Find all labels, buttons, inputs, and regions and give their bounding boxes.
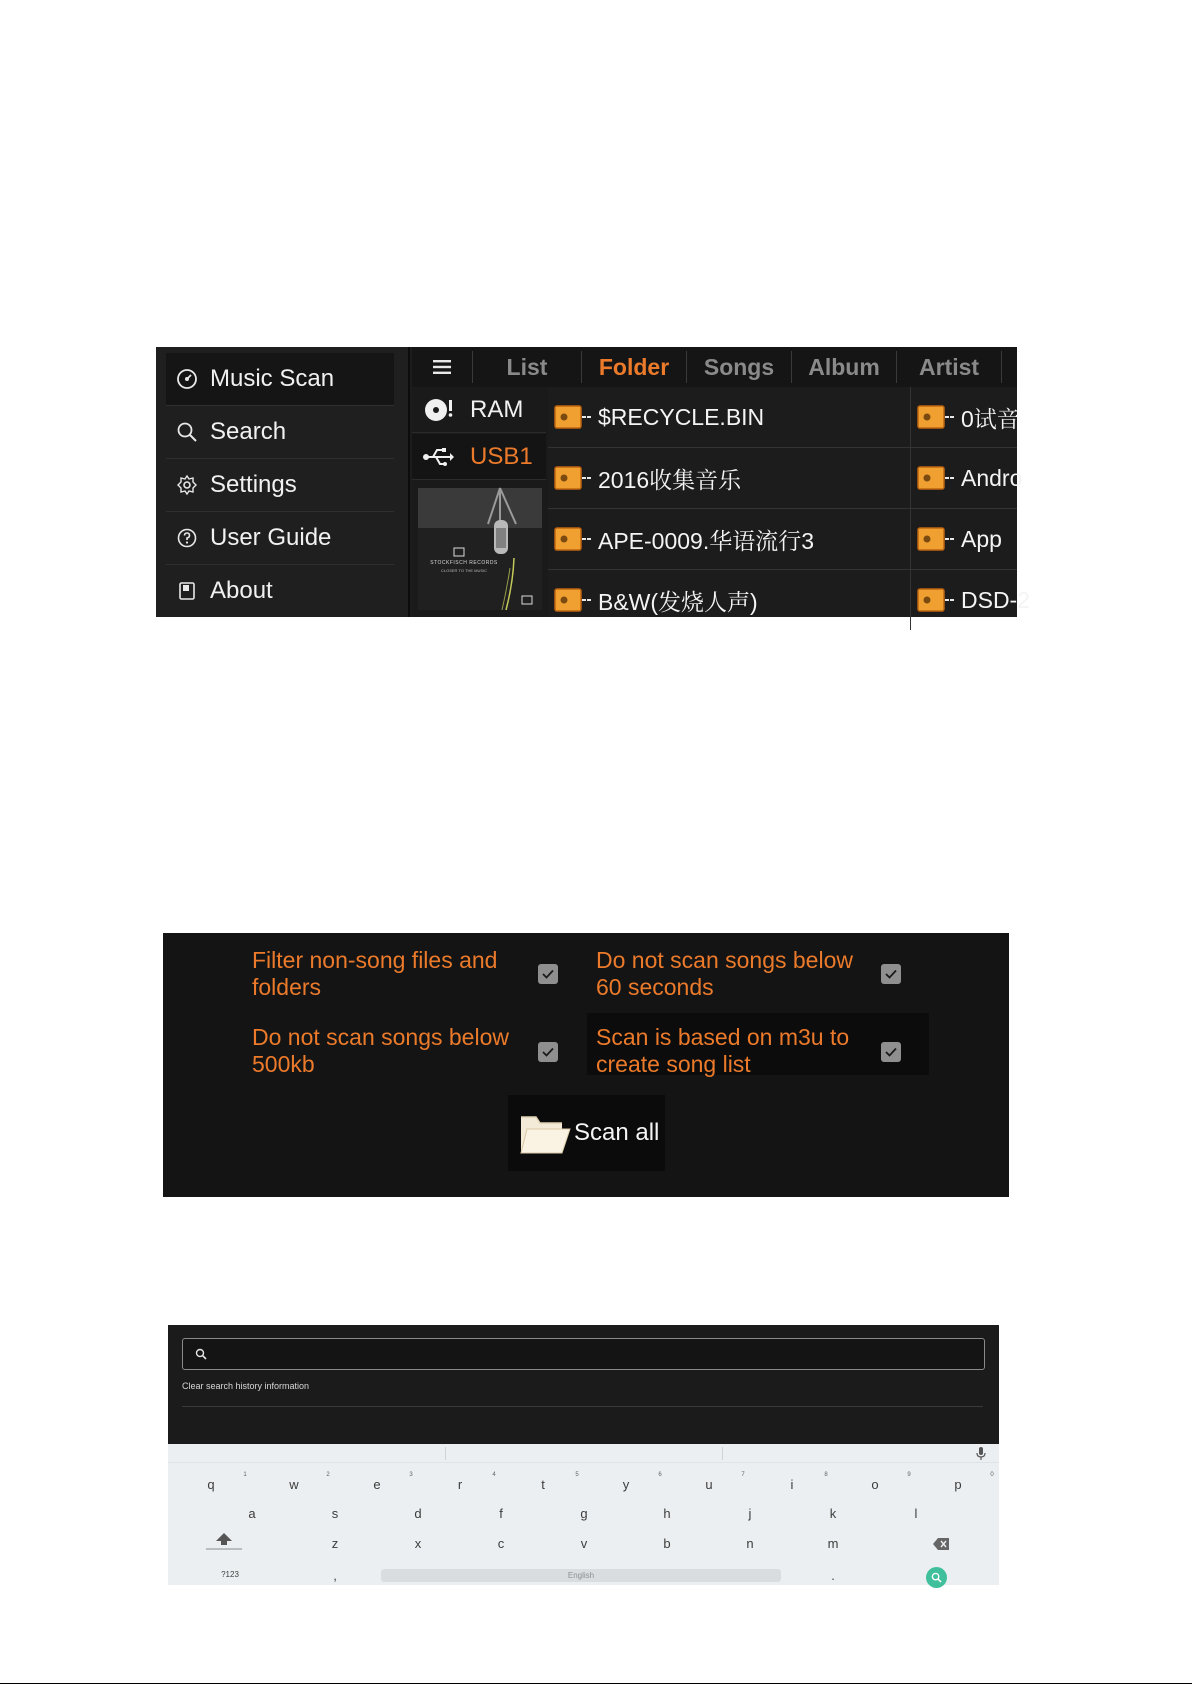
menu-item-label: Settings [210, 471, 297, 498]
check-icon [542, 1047, 554, 1057]
scan-all-button[interactable] [508, 1095, 665, 1171]
key-hint: 3 [409, 1472, 413, 1478]
disc-icon [420, 395, 456, 425]
source-usb1[interactable] [412, 434, 546, 480]
key-hint: 4 [492, 1472, 496, 1478]
source-label: USB1 [470, 442, 533, 470]
option-checkbox[interactable] [881, 1042, 901, 1062]
menu-item-label: Music Scan [210, 365, 335, 392]
tab-list[interactable]: List [472, 351, 581, 383]
info-card-icon [176, 580, 198, 602]
check-icon [542, 969, 554, 979]
key-t[interactable]: t [541, 1477, 545, 1492]
side-menu [156, 347, 410, 617]
menu-item-music-scan[interactable] [166, 353, 394, 406]
keyboard-search-button[interactable] [926, 1567, 947, 1588]
tab-artist[interactable]: Artist [896, 351, 1002, 383]
folder-item[interactable] [911, 570, 1031, 630]
suggestion-divider [445, 1447, 446, 1460]
key-hint: 0 [990, 1472, 994, 1478]
album-art-caption: STOCKFISCH RECORDS [430, 560, 498, 566]
space-bar[interactable] [381, 1569, 781, 1582]
key-m[interactable]: m [827, 1536, 839, 1551]
folder-open-icon [518, 1109, 572, 1157]
option-line: 500kb [252, 1051, 315, 1077]
folder-name: APE-0009.华语流行3 [598, 527, 815, 554]
folder-icon [917, 405, 955, 429]
help-icon [176, 527, 198, 549]
backspace-icon[interactable] [933, 1538, 949, 1550]
tab-bar [412, 347, 1017, 387]
source-label: RAM [470, 395, 524, 423]
search-icon [176, 421, 198, 443]
search-screenshot [168, 1325, 999, 1585]
key-w[interactable]: w [289, 1477, 299, 1492]
search-input[interactable] [182, 1338, 985, 1370]
key-hint: 1 [243, 1472, 247, 1478]
folder-icon [554, 405, 592, 429]
option-filter-non-song [252, 947, 497, 1001]
key-n[interactable]: n [746, 1536, 754, 1551]
key-hint: 6 [658, 1472, 662, 1478]
music-scan-icon [176, 368, 198, 390]
folder-icon [917, 527, 955, 551]
microphone-icon[interactable] [976, 1447, 986, 1460]
key-p[interactable]: p [954, 1477, 962, 1492]
source-ram[interactable] [412, 387, 546, 433]
menu-item-label: Search [210, 418, 287, 445]
key-z[interactable]: z [331, 1536, 339, 1551]
folder-name: $RECYCLE.BIN [598, 403, 765, 430]
hamburger-menu-icon[interactable] [412, 351, 472, 383]
key-x[interactable]: x [414, 1536, 422, 1551]
option-line: folders [252, 974, 322, 1000]
music-browser-screenshot [156, 347, 1031, 617]
symbols-key[interactable]: ?123 [221, 1570, 239, 1579]
folder-name: 0试音 [961, 405, 1020, 432]
album-art-subcaption: CLOSER TO THE MUSIC [440, 568, 487, 573]
key-i[interactable]: i [790, 1477, 794, 1492]
tab-folder[interactable]: Folder [581, 351, 686, 383]
menu-item-label: User Guide [210, 524, 332, 551]
option-line: Do not scan songs below [596, 947, 853, 973]
key-u[interactable]: u [705, 1477, 713, 1492]
key-r[interactable]: r [457, 1477, 463, 1492]
key-k[interactable]: k [829, 1506, 837, 1521]
folder-name: DSD-2 [961, 586, 1031, 613]
option-m3u [596, 1024, 849, 1075]
search-icon [931, 1572, 942, 1583]
folder-icon [554, 527, 592, 551]
suggestion-strip [168, 1444, 999, 1463]
menu-item-about[interactable] [166, 565, 394, 617]
scan-all-label: Scan all [574, 1119, 660, 1146]
tab-album[interactable]: Album [791, 351, 896, 383]
suggestion-divider [722, 1447, 723, 1460]
key-y[interactable]: y [622, 1477, 630, 1492]
tab-songs[interactable]: Songs [686, 351, 791, 383]
search-icon [195, 1348, 207, 1360]
key-v[interactable]: v [580, 1536, 588, 1551]
key-f[interactable]: f [499, 1506, 503, 1521]
key-e[interactable]: e [373, 1477, 381, 1492]
gear-icon [176, 474, 198, 496]
option-min-duration [596, 947, 853, 1001]
folder-icon [554, 466, 592, 490]
key-d[interactable]: d [414, 1506, 422, 1521]
option-min-size [252, 1024, 509, 1078]
option-line: 60 seconds [596, 974, 714, 1000]
menu-item-search[interactable] [166, 406, 394, 459]
option-line: Filter non-song files and [252, 947, 498, 973]
folder-item[interactable] [548, 570, 911, 630]
option-line: Do not scan songs below [252, 1024, 509, 1050]
menu-item-label: About [210, 577, 273, 604]
menu-item-settings[interactable] [166, 459, 394, 512]
option-checkbox[interactable] [538, 1042, 558, 1062]
folder-name: Andro [961, 464, 1023, 491]
folder-grid [548, 387, 1031, 617]
folder-icon [554, 588, 592, 612]
key-hint: 5 [575, 1472, 579, 1478]
key-h[interactable]: h [663, 1506, 671, 1521]
key-j[interactable]: j [748, 1506, 752, 1521]
space-bar-label: English [567, 1571, 595, 1580]
key-hint: 7 [741, 1472, 745, 1478]
folder-item[interactable] [911, 387, 1020, 448]
folder-name: B&W(发烧人声) [598, 588, 758, 615]
key-g[interactable]: g [580, 1506, 588, 1521]
divider [182, 1406, 983, 1407]
option-checkbox[interactable] [538, 964, 558, 984]
key-hint: 9 [907, 1472, 911, 1478]
folder-name: App [961, 525, 1002, 552]
soft-keyboard [168, 1444, 999, 1585]
option-checkbox[interactable] [881, 964, 901, 984]
key-comma[interactable]: , [333, 1568, 337, 1583]
usb-icon [420, 442, 456, 472]
folder-icon [917, 588, 955, 612]
check-icon [885, 1047, 897, 1057]
folder-icon [917, 466, 955, 490]
key-a[interactable]: a [248, 1506, 256, 1521]
option-line: create song list [596, 1051, 751, 1077]
key-o[interactable]: o [871, 1477, 879, 1492]
check-icon [885, 969, 897, 979]
page-bottom-rule [0, 1683, 1192, 1684]
folder-item[interactable] [548, 387, 911, 448]
key-s[interactable]: s [331, 1506, 339, 1521]
folder-item[interactable] [548, 509, 911, 570]
key-period[interactable]: . [831, 1568, 835, 1583]
folder-item[interactable] [911, 448, 1023, 509]
key-b[interactable]: b [663, 1536, 671, 1551]
key-l[interactable]: l [914, 1506, 918, 1521]
folder-item[interactable] [548, 448, 911, 509]
key-hint: 8 [824, 1472, 828, 1478]
album-art [418, 488, 542, 610]
folder-name: 2016收集音乐 [598, 466, 742, 493]
option-line: Scan is based on m3u to [596, 1024, 850, 1050]
shift-icon[interactable] [206, 1532, 242, 1550]
menu-item-user-guide[interactable] [166, 512, 394, 565]
key-q[interactable]: q [207, 1477, 215, 1492]
clear-history-link[interactable]: Clear search history information [182, 1381, 310, 1391]
key-hint: 2 [326, 1472, 330, 1478]
key-c[interactable]: c [497, 1536, 505, 1551]
scan-settings-screenshot [163, 933, 1009, 1197]
folder-item[interactable] [911, 509, 1017, 570]
